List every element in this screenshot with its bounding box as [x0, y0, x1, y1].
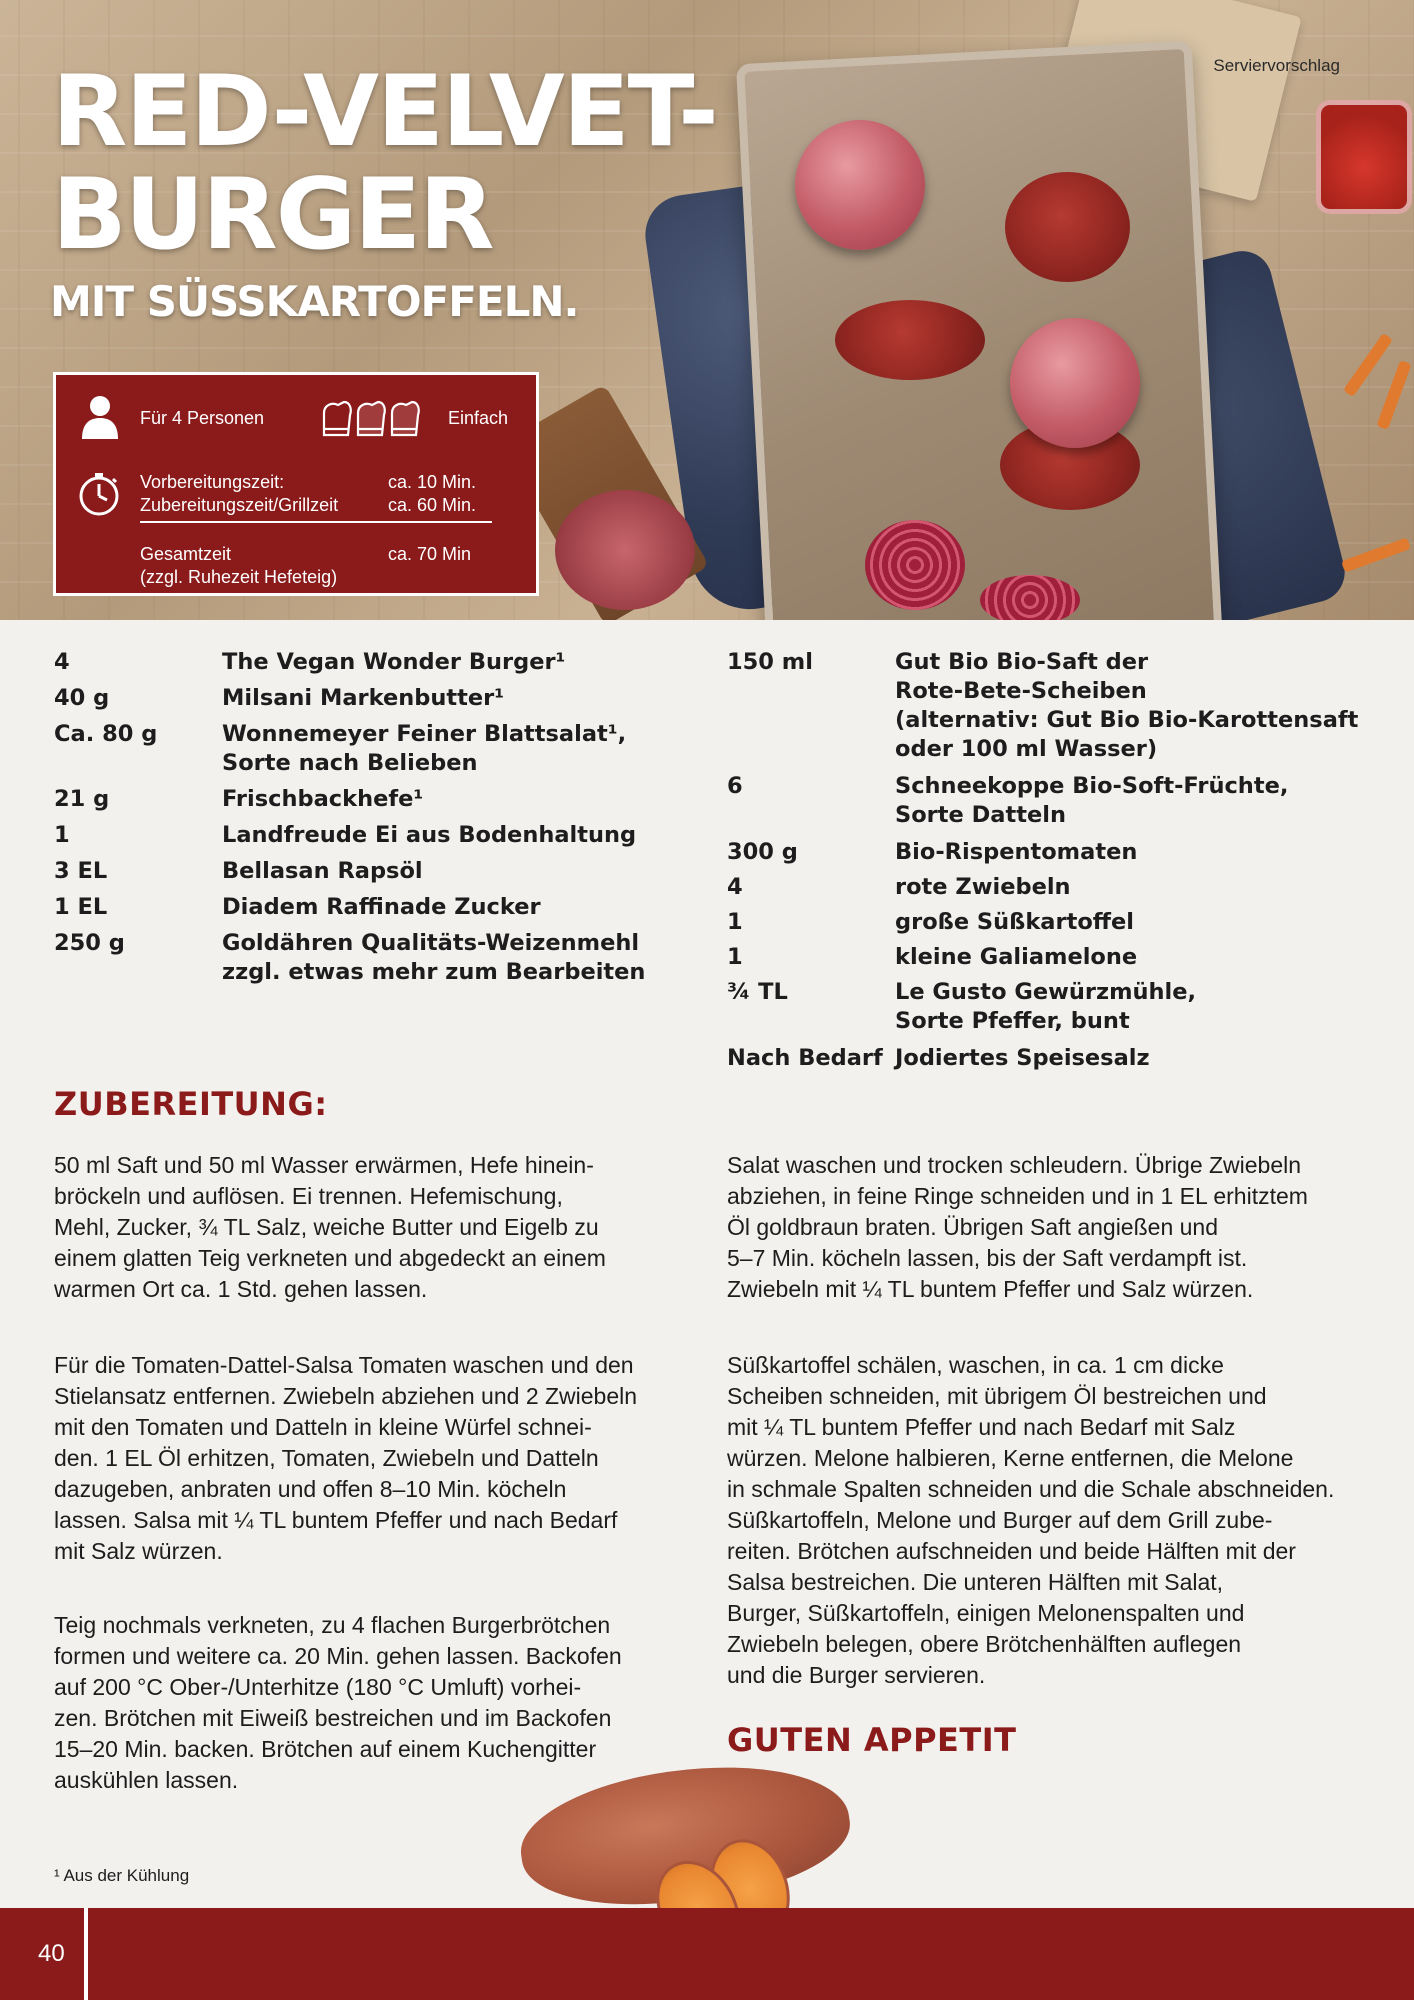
- text-line: bröckeln und auflösen. Ei trennen. Hefemischung,: [54, 1183, 563, 1209]
- recipe-subtitle: MIT SÜSSKARTOFFELN.: [50, 277, 579, 326]
- text-line: warmen Ort ca. 1 Std. gehen lassen.: [54, 1276, 428, 1302]
- recipe-title-line2: BURGER: [52, 158, 493, 272]
- text-line: dazugeben, anbraten und offen 8–10 Min. köcheln: [54, 1476, 567, 1502]
- text-line: und die Burger servieren.: [727, 1662, 986, 1688]
- text-line: zen. Brötchen mit Eiweiß bestreichen und im Backofen: [54, 1705, 612, 1731]
- ingredient-name: Wonnemeyer Feiner Blattsalat¹,: [222, 721, 627, 747]
- ingredient-name: rote Zwiebeln: [895, 874, 1071, 900]
- prep-time-value: ca. 10 Min.: [388, 472, 477, 492]
- ingredient-name: Le Gusto Gewürzmühle,: [895, 979, 1197, 1005]
- text-line: 5–7 Min. köcheln lassen, bis der Saft verdampft ist.: [727, 1245, 1248, 1271]
- ingredients-list-right: [727, 648, 1387, 1078]
- total-time-value: ca. 70 Min: [388, 544, 472, 564]
- ingredient-name: Jodiertes Speisesalz: [895, 1045, 1150, 1071]
- text-line: Süßkartoffeln, Melone und Burger auf dem Grill zube-: [727, 1507, 1273, 1533]
- ingredient-name: Bellasan Rapsöl: [222, 858, 423, 884]
- text-line: Für die Tomaten-Dattel-Salsa Tomaten waschen und den: [54, 1352, 634, 1378]
- page-number: 40: [38, 1940, 65, 1967]
- ingredient-amount: 1: [727, 944, 743, 970]
- text-line: einem glatten Teig verkneten und abgedeckt an einem: [54, 1245, 606, 1271]
- ingredient-name: kleine Galiamelone: [895, 944, 1138, 970]
- text-line: Zwiebeln mit ¼ TL buntem Pfeffer und Salz würzen.: [727, 1276, 1254, 1302]
- text-line: lassen. Salsa mit ¼ TL buntem Pfeffer und nach Bedarf: [54, 1507, 618, 1533]
- ingredient-name: große Süßkartoffel: [895, 909, 1134, 935]
- ingredient-name: Sorte nach Belieben: [222, 750, 478, 776]
- ingredient-amount: 3 EL: [54, 858, 108, 884]
- ingredient-amount: 250 g: [54, 930, 125, 956]
- total-time-label: Gesamtzeit: [140, 544, 232, 564]
- preparation-step: [727, 1150, 1308, 1305]
- text-line: auf 200 °C Ober-/Unterhitze (180 °C Umluft) vorhei-: [54, 1674, 582, 1700]
- text-line: 50 ml Saft und 50 ml Wasser erwärmen, Hefe hinein-: [54, 1152, 594, 1178]
- recipe-title-line1: RED-VELVET-: [52, 55, 717, 169]
- ingredient-name: Rote-Bete-Scheiben: [895, 678, 1147, 704]
- ingredient-amount: 300 g: [727, 839, 798, 865]
- info-divider: [140, 521, 492, 523]
- ingredient-name: Sorte Pfeffer, bunt: [895, 1008, 1130, 1034]
- text-line: Süßkartoffel schälen, waschen, in ca. 1 cm dicke: [727, 1352, 1224, 1378]
- ingredient-amount: ¾ TL: [727, 979, 788, 1005]
- text-line: Burger, Süßkartoffeln, einigen Melonenspalten und: [727, 1600, 1245, 1626]
- bread-slice: [555, 490, 695, 610]
- ketchup-jar: [1316, 100, 1412, 214]
- serving-suggestion-label: Serviervorschlag: [1213, 56, 1340, 75]
- text-line: Salat waschen und trocken schleudern. Übrige Zwiebeln: [727, 1152, 1302, 1178]
- text-line: Teig nochmals verkneten, zu 4 flachen Burgerbrötchen: [54, 1612, 611, 1638]
- red-onion-rings: [865, 520, 965, 610]
- ingredient-name: Diadem Raffinade Zucker: [222, 894, 541, 920]
- footnote: ¹ Aus der Kühlung: [54, 1866, 190, 1885]
- text-line: mit ¼ TL buntem Pfeffer und nach Bedarf mit Salz: [727, 1414, 1236, 1440]
- ingredient-amount: 6: [727, 773, 743, 799]
- burger-bun: [795, 120, 925, 250]
- text-line: Stielansatz entfernen. Zwiebeln abziehen und 2 Zwiebeln: [54, 1383, 638, 1409]
- recipe-info-box: [53, 372, 539, 596]
- servings-label: Für 4 Personen: [140, 408, 265, 428]
- preparation-step: [54, 1350, 637, 1567]
- ingredient-name: oder 100 ml Wasser): [895, 736, 1158, 762]
- ingredient-amount: 4: [54, 649, 70, 675]
- text-line: in schmale Spalten schneiden und die Schale abschneiden.: [727, 1476, 1335, 1502]
- ingredient-name: Landfreude Ei aus Bodenhaltung: [222, 822, 637, 848]
- ingredient-amount: 1: [727, 909, 743, 935]
- ingredient-name: Schneekoppe Bio-Soft-Früchte,: [895, 773, 1289, 799]
- text-line: abziehen, in feine Ringe schneiden und in 1 EL erhitztem: [727, 1183, 1308, 1209]
- ingredient-name: Frischbackhefe¹: [222, 786, 424, 812]
- burger-patty: [835, 300, 985, 380]
- ingredient-name: Goldähren Qualitäts-Weizenmehl: [222, 930, 640, 956]
- ingredient-amount: 1: [54, 822, 70, 848]
- ingredient-name: Sorte Datteln: [895, 802, 1066, 828]
- hero-image: [0, 0, 1414, 620]
- text-line: mit Salz würzen.: [54, 1538, 223, 1564]
- cook-time-label: Zubereitungszeit/Grillzeit: [140, 495, 339, 515]
- red-onion-rings: [980, 575, 1080, 620]
- ingredient-name: The Vegan Wonder Burger¹: [222, 649, 566, 675]
- fry: [1343, 333, 1393, 397]
- text-line: würzen. Melone halbieren, Kerne entfernen, die Melone: [727, 1445, 1294, 1471]
- preparation-step: [54, 1610, 622, 1796]
- fry: [1376, 360, 1411, 430]
- cook-time-value: ca. 60 Min.: [388, 495, 477, 515]
- ingredient-name: zzgl. etwas mehr zum Bearbeiten: [222, 959, 646, 985]
- text-line: auskühlen lassen.: [54, 1767, 239, 1793]
- fry: [1341, 537, 1411, 572]
- ingredient-amount: 4: [727, 874, 743, 900]
- ingredient-name: Bio-Rispentomaten: [895, 839, 1138, 865]
- ingredient-amount: Nach Bedarf: [727, 1045, 883, 1071]
- text-line: Salsa bestreichen. Die unteren Hälften mit Salat,: [727, 1569, 1224, 1595]
- text-line: Zwiebeln belegen, obere Brötchenhälften auflegen: [727, 1631, 1242, 1657]
- text-line: 15–20 Min. backen. Brötchen auf einem Kuchengitter: [54, 1736, 597, 1762]
- text-line: Mehl, Zucker, ¾ TL Salz, weiche Butter und Eigelb zu: [54, 1214, 599, 1240]
- text-line: mit den Tomaten und Datteln in kleine Würfel schnei-: [54, 1414, 592, 1440]
- text-line: reiten. Brötchen aufschneiden und beide Hälften mit der: [727, 1538, 1296, 1564]
- preparation-step: [54, 1150, 606, 1305]
- prep-time-label: Vorbereitungszeit:: [140, 472, 285, 492]
- ingredient-name: (alternativ: Gut Bio Bio-Karottensaft: [895, 707, 1359, 733]
- ingredients-list-left: [54, 648, 694, 1008]
- text-line: Öl goldbraun braten. Übrigen Saft angießen und: [727, 1214, 1218, 1240]
- total-time-note: (zzgl. Ruhezeit Hefeteig): [140, 567, 338, 587]
- preparation-heading: ZUBEREITUNG:: [54, 1085, 328, 1123]
- oven-mitt-icon: [318, 399, 428, 439]
- ingredient-amount: 1 EL: [54, 894, 108, 920]
- difficulty-label: Einfach: [448, 408, 509, 428]
- burger-patty: [1005, 172, 1130, 282]
- person-icon: [80, 395, 120, 439]
- ingredient-amount: Ca. 80 g: [54, 721, 158, 747]
- timer-icon: [76, 471, 122, 517]
- burger-bun: [1010, 318, 1140, 448]
- ingredient-amount: 150 ml: [727, 649, 813, 675]
- ingredient-name: Gut Bio Bio-Saft der: [895, 649, 1149, 675]
- ingredient-amount: 40 g: [54, 685, 110, 711]
- text-line: Scheiben schneiden, mit übrigem Öl bestreichen und: [727, 1383, 1267, 1409]
- text-line: formen und weitere ca. 20 Min. gehen lassen. Backofen: [54, 1643, 622, 1669]
- page-footer-bar: [0, 1908, 1414, 2000]
- text-line: den. 1 EL Öl erhitzen, Tomaten, Zwiebeln und Datteln: [54, 1445, 599, 1471]
- ingredient-amount: 21 g: [54, 786, 110, 812]
- ingredient-name: Milsani Markenbutter¹: [222, 685, 505, 711]
- closing-heading: GUTEN APPETIT: [727, 1721, 1017, 1759]
- preparation-step: [727, 1350, 1334, 1691]
